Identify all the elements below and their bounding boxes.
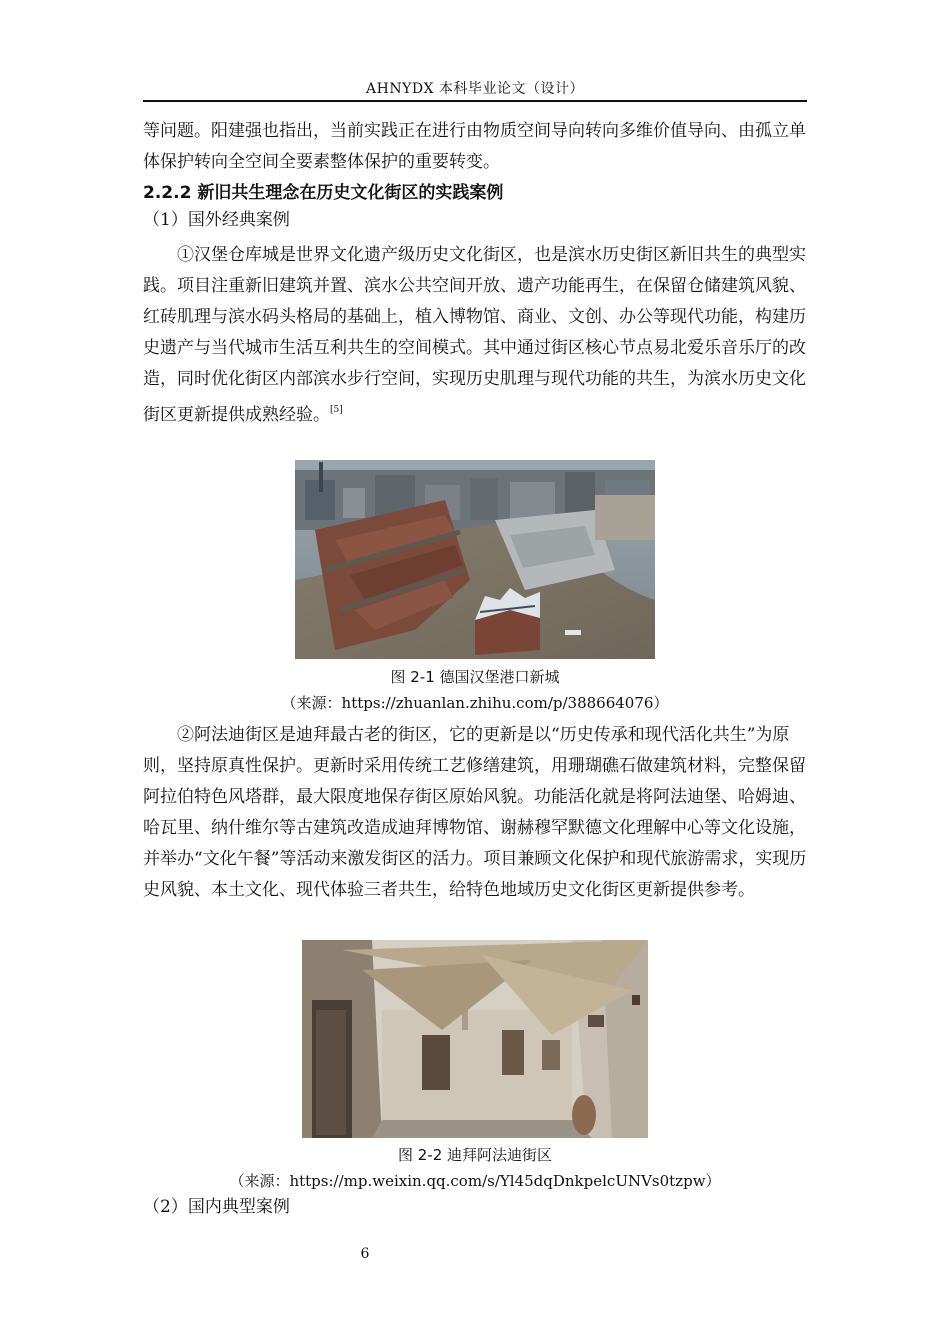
paragraph-hamburg: [143, 240, 807, 431]
section-heading: 2.2.2 新旧共生理念在历史文化街区的实践案例: [143, 183, 504, 203]
subheading-foreign-cases: （1）国外经典案例: [143, 210, 290, 230]
figure-dubai-alley-image: [302, 940, 648, 1138]
running-header: AHNYDX 本科毕业论文（设计）: [366, 81, 584, 97]
figure-1-source: （来源：https://zhuanlan.zhihu.com/p/388664076）: [281, 694, 669, 712]
figure-2-source: （来源：https://mp.weixin.qq.com/s/Yl45dqDnkpelcUNVs0tzpw）: [229, 1172, 721, 1190]
subheading-domestic-cases: （2）国内典型案例: [143, 1197, 290, 1217]
paragraph-dubai: ②阿法迪街区是迪拜最古老的街区，它的更新是以“历史传承和现代活化共生”为原则，坚持原真性保护。更新时采用传统工艺修缮建筑，用珊瑚礁石做建筑材料，完整保留阿拉伯特色风塔群，最大限度地保存街区原始风貌。功能活化就是将阿法迪堡、哈姆迪、哈瓦里、纳什维尔等古建筑改造成迪拜博物馆、谢赫穆罕默德文化理解中心等文化设施，并举办“文化午餐”等活动来激发街区的活力。项目兼顾文化保护和现代旅游需求，实现历史风貌、本土文化、现代体验三者共生，给特色地域历史文化街区更新提供参考。: [143, 725, 807, 900]
paragraph-intro: 等问题。阳建强也指出，当前实践正在进行由物质空间导向转向多维价值导向、由孤立单体保护转向全空间全要素整体保护的重要转变。: [143, 121, 806, 172]
paragraph-hamburg-text: ①汉堡仓库城是世界文化遗产级历史文化街区，也是滨水历史街区新旧共生的典型实践。项目注重新旧建筑并置、滨水公共空间开放、遗产功能再生，在保留仓储建筑风貌、红砖肌理与滨水码头格局的基础上，植入博物馆、商业、文创、办公等现代功能，构建历史遗产与当代城市生活互利共生的空间模式。其中通过街区核心节点易北爱乐音乐厅的改造，同时优化街区内部滨水步行空间，实现历史肌理与现代功能的共生，为滨水历史文化街区更新提供成熟经验。: [143, 245, 806, 425]
header-rule: [143, 100, 807, 102]
figure-2-caption: 图 2-2 迪拜阿法迪街区: [397, 1146, 553, 1164]
figure-hamburg-aerial-image: [295, 460, 655, 659]
figure-1-caption: 图 2-1 德国汉堡港口新城: [390, 668, 560, 686]
citation-ref: [5]: [330, 405, 343, 415]
page-number: 6: [360, 1246, 370, 1262]
